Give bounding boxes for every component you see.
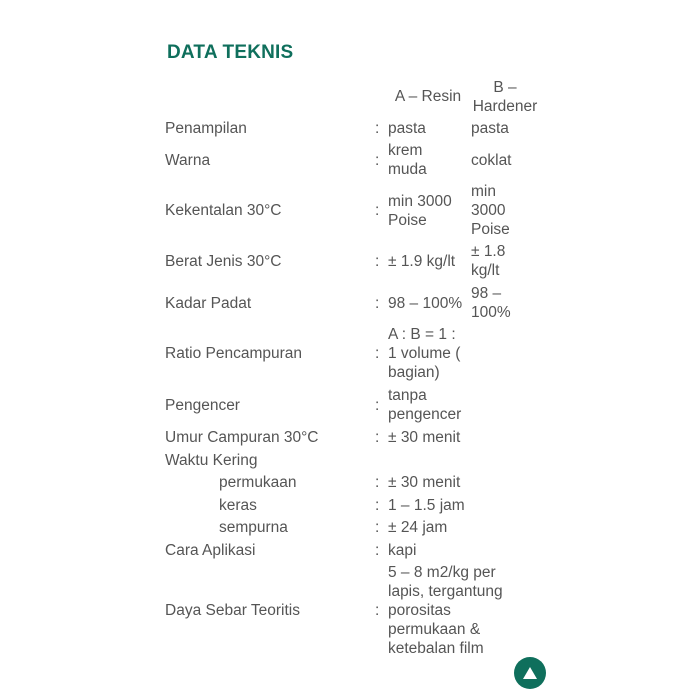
row-colon: : bbox=[375, 428, 380, 446]
row-value: ± 24 jam bbox=[388, 518, 448, 536]
table-row bbox=[0, 118, 700, 138]
table-row bbox=[0, 450, 700, 470]
row-label: Berat Jenis 30°C bbox=[165, 252, 282, 270]
row-value-a: ± 30 menit bbox=[388, 428, 461, 446]
row-value-a: tanpa pengencer bbox=[388, 387, 462, 423]
table-row bbox=[0, 540, 700, 560]
row-colon: : bbox=[375, 202, 380, 219]
row-label: Daya Sebar Teoritis bbox=[165, 601, 300, 619]
row-colon: : bbox=[375, 294, 380, 312]
row-value: 5 – 8 m2/kg per lapis, tergantung porositas permukaan & ketebalan film bbox=[388, 563, 503, 657]
triangle-up-icon bbox=[522, 666, 538, 680]
row-colon: : bbox=[375, 252, 380, 270]
row-sublabel: permukaan bbox=[219, 473, 297, 491]
row-label: Waktu Kering bbox=[165, 451, 258, 469]
row-value: ± 30 menit bbox=[388, 473, 461, 491]
row-value: kapi bbox=[388, 541, 417, 559]
scroll-to-top-button[interactable] bbox=[514, 657, 546, 689]
row-colon: : bbox=[375, 473, 380, 491]
table-row bbox=[0, 182, 700, 239]
page-title: DATA TEKNIS bbox=[167, 42, 294, 63]
row-value-b: coklat bbox=[471, 151, 512, 169]
row-value-a: 98 – 100% bbox=[388, 294, 463, 312]
row-value-a: pasta bbox=[388, 119, 426, 137]
row-colon: : bbox=[375, 119, 380, 137]
row-value-b: ± 1.8 kg/lt bbox=[471, 243, 506, 279]
row-value-a: A : B = 1 : 1 volume ( bagian) bbox=[388, 326, 461, 381]
table-row bbox=[0, 495, 700, 515]
row-label: Cara Aplikasi bbox=[165, 541, 256, 559]
row-colon: : bbox=[375, 541, 380, 559]
row-label: Ratio Pencampuran bbox=[165, 345, 302, 362]
row-colon: : bbox=[375, 396, 380, 414]
row-value-a: min 3000 Poise bbox=[388, 192, 452, 229]
table-row bbox=[0, 517, 700, 537]
table-row bbox=[0, 386, 700, 424]
row-label: Kekentalan 30°C bbox=[165, 202, 282, 219]
row-value-a: ± 1.9 kg/lt bbox=[388, 252, 456, 270]
row-label: Warna bbox=[165, 151, 211, 169]
row-label: Kadar Padat bbox=[165, 294, 252, 312]
table-row bbox=[0, 284, 700, 322]
row-value: 1 – 1.5 jam bbox=[388, 496, 465, 514]
row-colon: : bbox=[375, 151, 380, 169]
row-sublabel: sempurna bbox=[219, 518, 288, 536]
column-header-a: A – Resin bbox=[394, 88, 462, 105]
row-colon: : bbox=[375, 518, 380, 536]
row-value-b: 98 – 100% bbox=[471, 285, 511, 321]
table-row bbox=[0, 242, 700, 280]
table-row bbox=[0, 562, 700, 658]
row-colon: : bbox=[375, 601, 380, 619]
row-label: Umur Campuran 30°C bbox=[165, 428, 319, 446]
row-colon: : bbox=[375, 345, 380, 362]
row-sublabel: keras bbox=[219, 496, 257, 514]
row-value-b: min 3000 Poise bbox=[471, 183, 510, 238]
table-row bbox=[0, 472, 700, 492]
row-value-b: pasta bbox=[471, 119, 509, 137]
table-row bbox=[0, 141, 700, 179]
row-value-a: krem muda bbox=[388, 142, 427, 178]
row-colon: : bbox=[375, 496, 380, 514]
column-header-b: B – Hardener bbox=[472, 79, 538, 115]
table-row bbox=[0, 325, 700, 382]
row-label: Pengencer bbox=[165, 396, 240, 414]
row-label: Penampilan bbox=[165, 119, 247, 137]
table-row bbox=[0, 427, 700, 447]
